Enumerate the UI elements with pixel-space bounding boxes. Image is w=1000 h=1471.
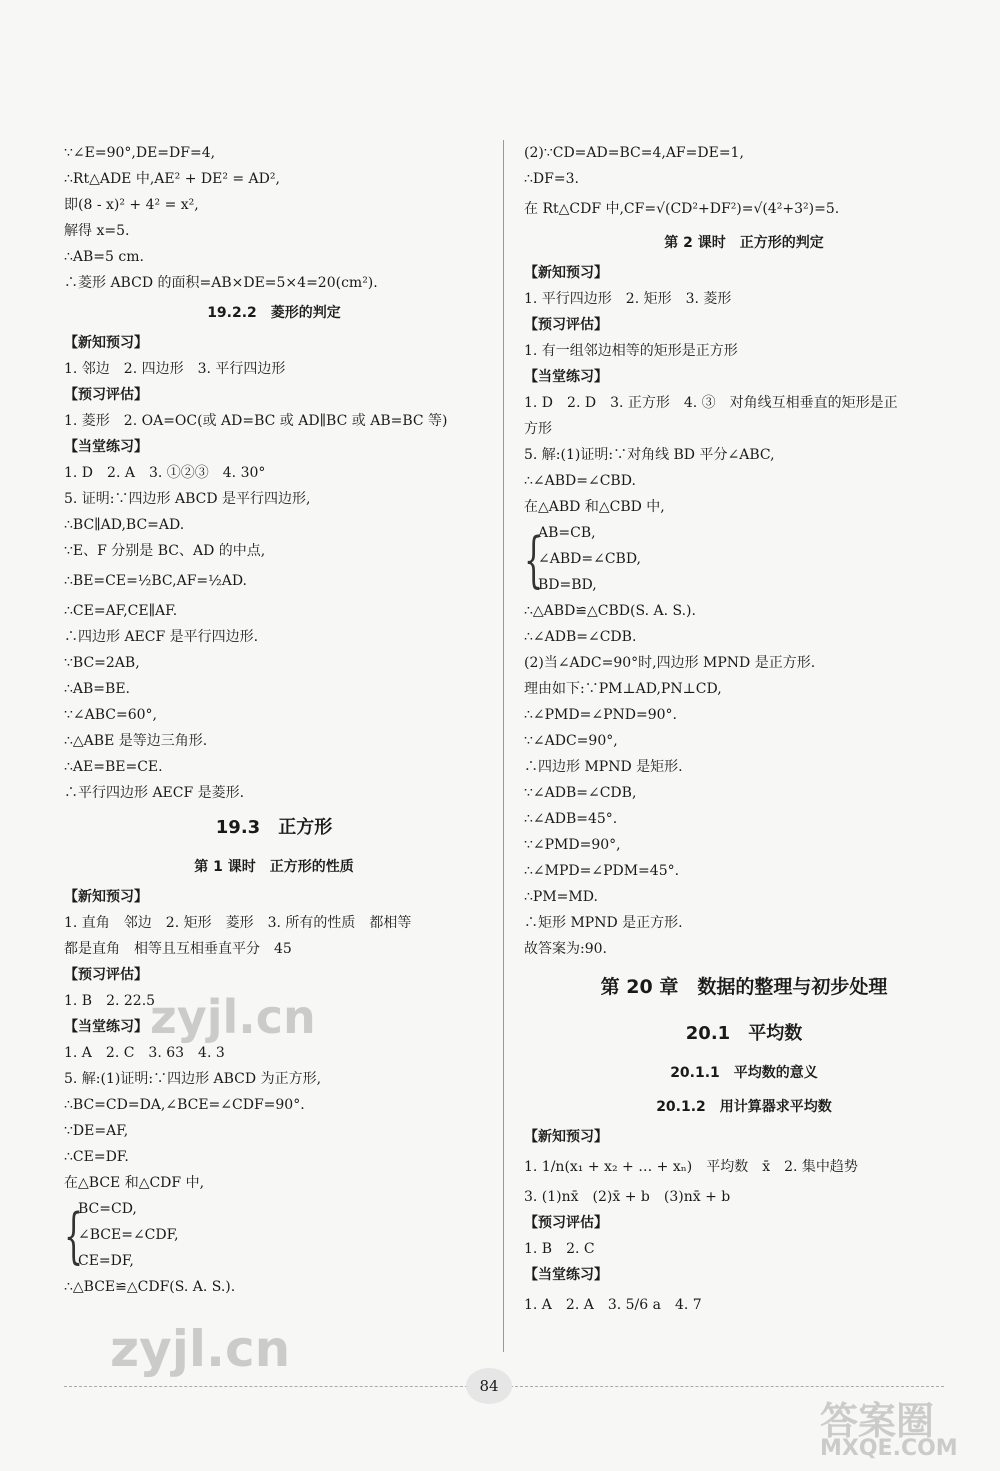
answer-line: ∴矩形 MPND 是正方形.	[524, 915, 683, 931]
answer-line: ∴∠ADB=45°.	[524, 811, 618, 827]
lesson-heading: 19.2.2 菱形的判定	[207, 305, 341, 321]
section-tag: 【当堂练习】	[64, 439, 148, 455]
answer-line: ∴△ABD≌△CBD(S. A. S.).	[524, 603, 696, 619]
answer-line: ∵DE=AF,	[64, 1123, 129, 1139]
formula-line: 在 Rt△CDF 中,CF=√(CD²+DF²)=√(4²+3²)=5.	[524, 201, 840, 217]
watermark: zyjl.cn	[150, 990, 316, 1044]
answer-line: (2)∵CD=AD=BC=4,AF=DE=1,	[524, 145, 744, 161]
section-tag: 【预习评估】	[524, 317, 608, 333]
congruence-conditions	[64, 1196, 484, 1274]
section-heading: 20.1 平均数	[685, 1023, 803, 1044]
answer-line: ∴BC∥AD,BC=AD.	[64, 517, 185, 533]
section-tag: 【新知预习】	[524, 265, 608, 281]
answer-line: 都是直角 相等且互相垂直平分 45	[64, 941, 292, 957]
answer-line: 故答案为:90.	[524, 941, 607, 957]
answer-line: 5. 解:(1)证明:∵对角线 BD 平分∠ABC,	[524, 447, 775, 463]
answer-line: ∴Rt△ADE 中,AE² + DE² = AD²,	[64, 171, 280, 187]
answer-line: 1. 直角 邻边 2. 矩形 菱形 3. 所有的性质 都相等	[64, 915, 412, 931]
answer-line: ∴∠ABD=∠CBD.	[524, 473, 636, 489]
condition-line: ∠BCE=∠CDF,	[78, 1227, 179, 1243]
right-column	[524, 140, 964, 1322]
chapter-heading: 第 20 章 数据的整理与初步处理	[600, 976, 888, 998]
answer-line: ∵∠ADB=∠CDB,	[524, 785, 637, 801]
answer-line: 1. A 2. C 3. 63 4. 3	[64, 1045, 225, 1061]
answer-line: 1. 平行四边形 2. 矩形 3. 菱形	[524, 291, 732, 307]
section-tag: 【当堂练习】	[524, 369, 608, 385]
left-column	[64, 140, 484, 1300]
section-tag: 【新知预习】	[64, 889, 148, 905]
watermark-logo: 答案圈	[820, 1399, 935, 1443]
answer-line: ∵∠PMD=90°,	[524, 837, 621, 853]
answer-line: ∴四边形 AECF 是平行四边形.	[64, 629, 259, 645]
answer-line: 5. 解:(1)证明:∵四边形 ABCD 为正方形,	[64, 1071, 322, 1087]
answer-line: 在△BCE 和△CDF 中,	[64, 1175, 205, 1191]
answer-line: ∴菱形 ABCD 的面积=AB×DE=5×4=20(cm²).	[64, 275, 378, 291]
answer-line: 1. D 2. A 3. ①②③ 4. 30°	[64, 465, 266, 481]
section-tag: 【新知预习】	[524, 1129, 608, 1145]
lesson-heading: 第 2 课时 正方形的判定	[664, 235, 824, 251]
answer-line: ∴AE=BE=CE.	[64, 759, 163, 775]
answer-line: ∴PM=MD.	[524, 889, 598, 905]
answer-line: ∵∠ABC=60°,	[64, 707, 158, 723]
section-tag: 【新知预习】	[64, 335, 148, 351]
answer-line: 3. (1)nx̄ (2)x̄ + b (3)nx̄ + b	[524, 1189, 731, 1205]
answer-line: 5. 证明:∵四边形 ABCD 是平行四边形,	[64, 491, 311, 507]
column-divider	[503, 140, 504, 1352]
section-tag: 【当堂练习】	[524, 1267, 608, 1283]
answer-line: ∴四边形 MPND 是矩形.	[524, 759, 683, 775]
answer-line: ∴平行四边形 AECF 是菱形.	[64, 785, 245, 801]
answer-line: ∵E、F 分别是 BC、AD 的中点,	[64, 543, 266, 559]
condition-line: CE=DF,	[78, 1253, 134, 1269]
watermark-site: MXQE.COM	[820, 1436, 958, 1461]
answer-line: ∵BC=2AB,	[64, 655, 140, 671]
section-heading: 19.3 正方形	[215, 817, 333, 838]
brace-icon: {	[524, 525, 544, 595]
section-tag: 【当堂练习】	[64, 1019, 148, 1035]
answer-line: 解得 x=5.	[64, 223, 130, 239]
answer-line: 1. 菱形 2. OA=OC(或 AD=BC 或 AD∥BC 或 AB=BC 等)	[64, 413, 448, 429]
condition-line: ∠ABD=∠CBD,	[538, 551, 641, 567]
answer-line: ∴△ABE 是等边三角形.	[64, 733, 208, 749]
section-tag: 【预习评估】	[64, 967, 148, 983]
answer-line: 即(8 - x)² + 4² = x²,	[64, 197, 199, 213]
condition-line: BC=CD,	[78, 1201, 137, 1217]
answer-line: 1. 邻边 2. 四边形 3. 平行四边形	[64, 361, 286, 377]
answer-line: 1. D 2. D 3. 正方形 4. ③ 对角线互相垂直的矩形是正	[524, 395, 898, 411]
answer-line: ∵∠E=90°,DE=DF=4,	[64, 145, 216, 161]
answer-line: ∴DF=3.	[524, 171, 579, 187]
answer-line: 1. B 2. C	[524, 1241, 595, 1257]
section-tag: 【预习评估】	[64, 387, 148, 403]
watermark: zyjl.cn	[110, 1320, 291, 1378]
condition-line: AB=CB,	[538, 525, 596, 541]
answer-line: ∵∠ADC=90°,	[524, 733, 618, 749]
answer-line: ∴△BCE≌△CDF(S. A. S.).	[64, 1279, 236, 1295]
answer-line: ∴AB=BE.	[64, 681, 130, 697]
lesson-heading: 20.1.2 用计算器求平均数	[656, 1099, 832, 1115]
lesson-heading: 第 1 课时 正方形的性质	[194, 859, 354, 875]
answer-line: ∴CE=DF.	[64, 1149, 129, 1165]
formula-line: 1. 1/n(x₁ + x₂ + … + xₙ) 平均数 x̄ 2. 集中趋势	[524, 1159, 858, 1175]
congruence-conditions	[524, 520, 964, 598]
page-number: 84	[466, 1368, 512, 1404]
answer-line: 理由如下:∵PM⊥AD,PN⊥CD,	[524, 681, 722, 697]
section-tag: 【预习评估】	[524, 1215, 608, 1231]
answer-line: 1. 有一组邻边相等的矩形是正方形	[524, 343, 738, 359]
brace-icon: {	[64, 1201, 84, 1271]
condition-line: BD=BD,	[538, 577, 597, 593]
answer-line: 方形	[524, 421, 552, 437]
answer-line: ∴∠ADB=∠CDB.	[524, 629, 637, 645]
answer-line: (2)当∠ADC=90°时,四边形 MPND 是正方形.	[524, 655, 816, 671]
answer-line: ∴∠MPD=∠PDM=45°.	[524, 863, 680, 879]
formula-line: 1. A 2. A 3. 5/6 a 4. 7	[524, 1297, 702, 1313]
answer-line: ∴CE=AF,CE∥AF.	[64, 603, 178, 619]
answer-line: 1. B 2. 22.5	[64, 993, 156, 1009]
answer-line: ∴∠PMD=∠PND=90°.	[524, 707, 677, 723]
answer-line: ∴AB=5 cm.	[64, 249, 144, 265]
lesson-heading: 20.1.1 平均数的意义	[670, 1065, 818, 1081]
formula-line: ∴BE=CE=½BC,AF=½AD.	[64, 573, 247, 589]
answer-line: ∴BC=CD=DA,∠BCE=∠CDF=90°.	[64, 1097, 305, 1113]
answer-line: 在△ABD 和△CBD 中,	[524, 499, 665, 515]
